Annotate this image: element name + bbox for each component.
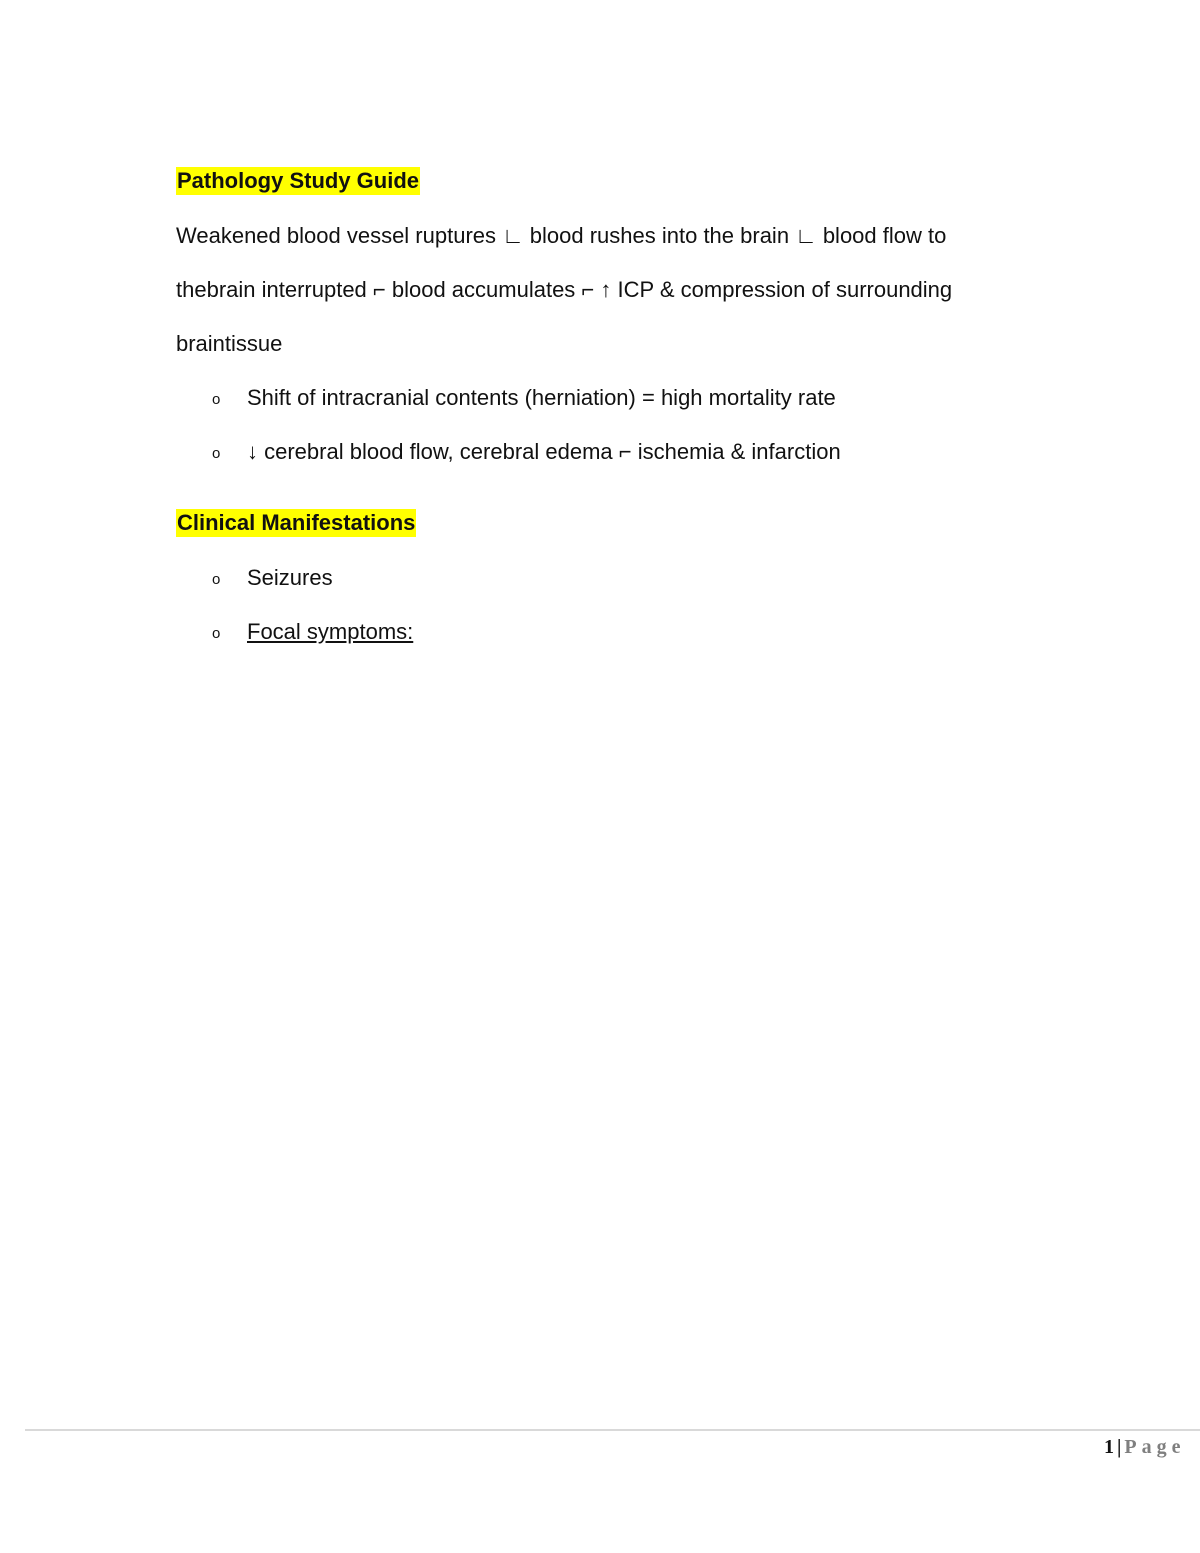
bullet-marker: o — [212, 571, 221, 588]
bullet-marker: o — [212, 625, 221, 642]
list-item — [212, 564, 333, 594]
paragraph-line: Weakened blood vessel ruptures ∟ blood rushes into the brain ∟ blood flow to — [176, 223, 947, 248]
list-item — [212, 618, 413, 648]
paragraph-line: thebrain interrupted ⌐ blood accumulates ⌐ ↑ ICP & compression of surrounding — [176, 277, 953, 302]
list-item — [212, 438, 841, 468]
bullet-marker: o — [212, 391, 221, 408]
page-footer — [1104, 1434, 1186, 1460]
page-number: 1 — [1104, 1436, 1114, 1458]
clinical-manifestations-heading: Clinical Manifestations — [177, 510, 416, 535]
footer-divider — [25, 1429, 1200, 1431]
bullet-marker: o — [212, 445, 221, 462]
list-item — [212, 384, 836, 414]
paragraph-line: braintissue — [176, 331, 283, 356]
list-item-text: Shift of intracranial contents (herniation) = high mortality rate — [247, 385, 836, 410]
footer-separator: | — [1117, 1436, 1122, 1458]
list-item-text: Seizures — [247, 565, 333, 590]
list-item-text: ↓ cerebral blood flow, cerebral edema ⌐ ischemia & infarction — [247, 439, 841, 464]
page-label: Page — [1124, 1436, 1186, 1458]
pathology-heading: Pathology Study Guide — [177, 168, 420, 193]
list-item-text: Focal symptoms: — [247, 619, 414, 644]
